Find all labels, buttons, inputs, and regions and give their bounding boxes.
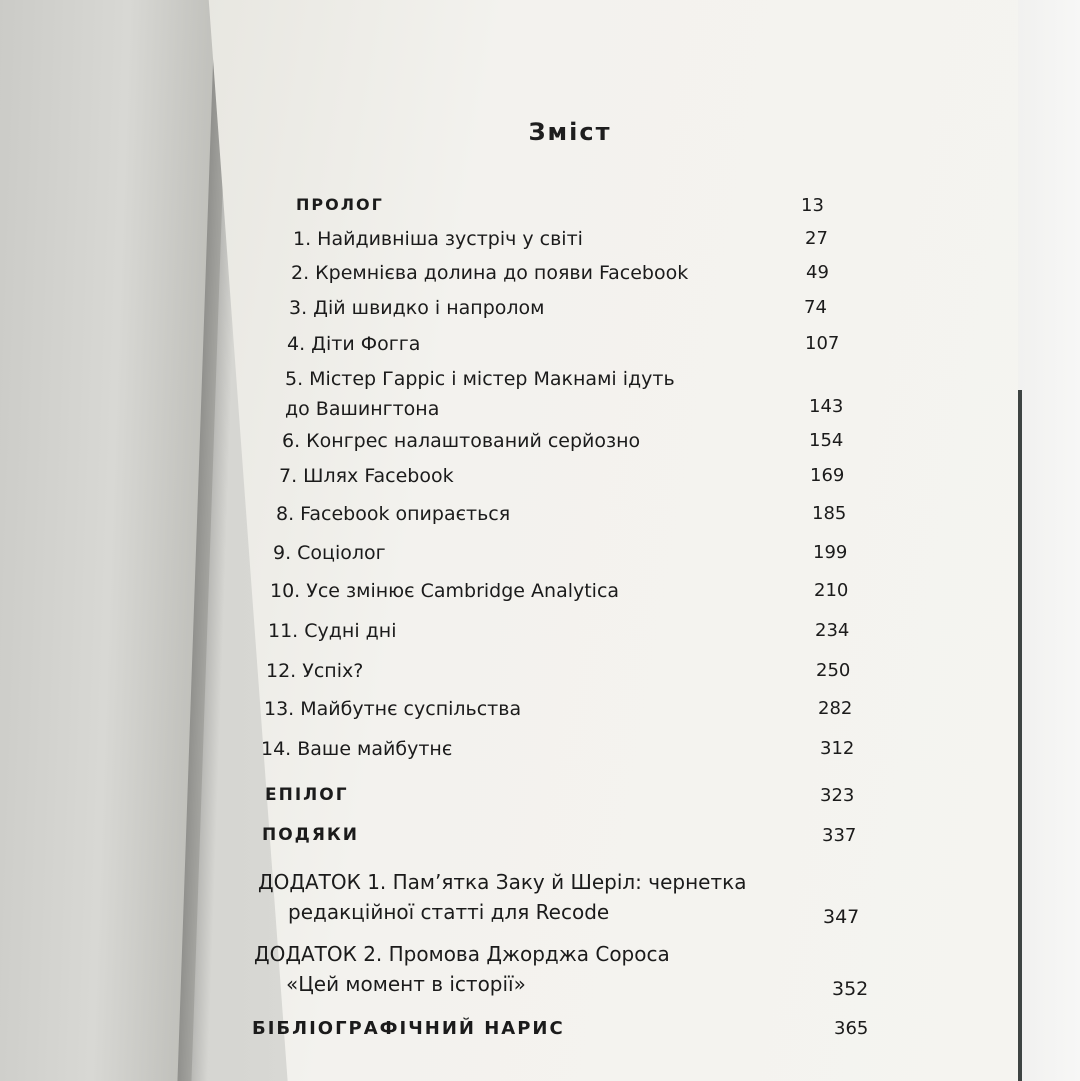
toc-entry-title bbox=[262, 825, 359, 845]
toc-entry-title-line: до Вашингтона bbox=[285, 398, 440, 420]
toc-entry-title-line: 9. Соціолог bbox=[273, 542, 386, 564]
toc-entry-title-line: ДОДАТОК 1. Пам’ятка Заку й Шеріл: чернетка bbox=[258, 870, 747, 894]
toc-entry-title-line: БІБЛІОГРАФІЧНИЙ НАРИС bbox=[252, 1018, 565, 1039]
toc-entry-page-number: 365 bbox=[834, 1018, 869, 1039]
page-title: Зміст bbox=[528, 118, 612, 146]
toc-entry-page-number: 27 bbox=[805, 228, 828, 249]
toc-entry-page-number: 352 bbox=[832, 978, 869, 1000]
toc-entry-page-number: 337 bbox=[822, 825, 857, 846]
toc-entry-title-line: 2. Кремнієва долина до появи Facebook bbox=[291, 262, 689, 284]
toc-entry-page-number: 13 bbox=[801, 195, 824, 216]
toc-entry-page-number: 347 bbox=[823, 906, 860, 928]
toc-entry-title-line: ЕПІЛОГ bbox=[265, 785, 349, 805]
toc-entry-title bbox=[261, 738, 452, 760]
toc-entry-title bbox=[276, 503, 510, 525]
toc-entry-title bbox=[279, 465, 454, 487]
toc-entry-title bbox=[268, 620, 396, 642]
toc-entry-page-number: 250 bbox=[816, 660, 851, 681]
toc-entry-title bbox=[252, 1018, 565, 1039]
toc-entry-title bbox=[291, 262, 688, 284]
toc-entry-title bbox=[285, 368, 675, 420]
toc-entry-title-line: 1. Найдивніша зустріч у світі bbox=[293, 228, 583, 250]
toc-entry-title bbox=[282, 430, 640, 452]
toc-entry-title bbox=[296, 195, 384, 214]
toc-entry-title-line: ПОДЯКИ bbox=[262, 825, 360, 845]
toc-entry-page-number: 323 bbox=[820, 785, 855, 806]
toc-entry-page-number: 185 bbox=[812, 503, 847, 524]
toc-entry-title bbox=[254, 942, 670, 996]
toc-entry-page-number: 49 bbox=[806, 262, 829, 283]
toc-entry-title-line: 14. Ваше майбутнє bbox=[261, 738, 453, 760]
toc-entry-title-line: ПРОЛОГ bbox=[296, 195, 384, 214]
toc-entry-page-number: 210 bbox=[814, 580, 849, 601]
toc-entry-page-number: 199 bbox=[813, 542, 848, 563]
toc-entry-page-number: 154 bbox=[809, 430, 844, 451]
toc-entry-page-number: 143 bbox=[809, 396, 844, 417]
toc-entry-page-number: 169 bbox=[810, 465, 845, 486]
toc-entry-title-line: ДОДАТОК 2. Промова Джорджа Сороса bbox=[254, 942, 670, 966]
toc-entry-title-line: 3. Дій швидко і напролом bbox=[289, 297, 545, 319]
toc-entry-page-number: 282 bbox=[818, 698, 853, 719]
toc-entry-title bbox=[273, 542, 386, 564]
toc-entry-title-line: 4. Діти Фогга bbox=[287, 333, 421, 355]
toc-entry-title bbox=[258, 870, 746, 924]
toc-entry-title bbox=[264, 698, 521, 720]
toc-entry-title bbox=[287, 333, 420, 355]
toc-entry-title bbox=[270, 580, 619, 602]
toc-entry-page-number: 312 bbox=[820, 738, 855, 759]
toc-entry-title-line: 8. Facebook опирається bbox=[276, 503, 511, 525]
toc-entry-title-line: 11. Судні дні bbox=[268, 620, 397, 642]
toc-entry-title bbox=[293, 228, 583, 250]
toc-entry-title-line: редакційної статті для Recode bbox=[288, 900, 610, 924]
toc-entry-title-line: 7. Шлях Facebook bbox=[279, 465, 454, 487]
toc-entry-title bbox=[289, 297, 544, 319]
toc-entry-title bbox=[265, 785, 349, 805]
toc-entry-title-line: 13. Майбутнє суспільства bbox=[264, 698, 522, 720]
toc-entry-title-line: 12. Успіх? bbox=[266, 660, 364, 682]
toc-entry-title-line: 10. Усе змінює Cambridge Analytica bbox=[270, 580, 620, 602]
toc-entry-title-line: 6. Конгрес налаштований серйозно bbox=[282, 430, 641, 452]
toc-entry-title-line: «Цей момент в історії» bbox=[286, 972, 526, 996]
toc-entry-title bbox=[266, 660, 363, 682]
toc-entry-page-number: 234 bbox=[815, 620, 850, 641]
toc-entry-page-number: 74 bbox=[804, 297, 827, 318]
toc-entry-page-number: 107 bbox=[805, 333, 840, 354]
toc-entry-title-line: 5. Містер Гарріс і містер Макнамі ідуть bbox=[285, 368, 675, 390]
